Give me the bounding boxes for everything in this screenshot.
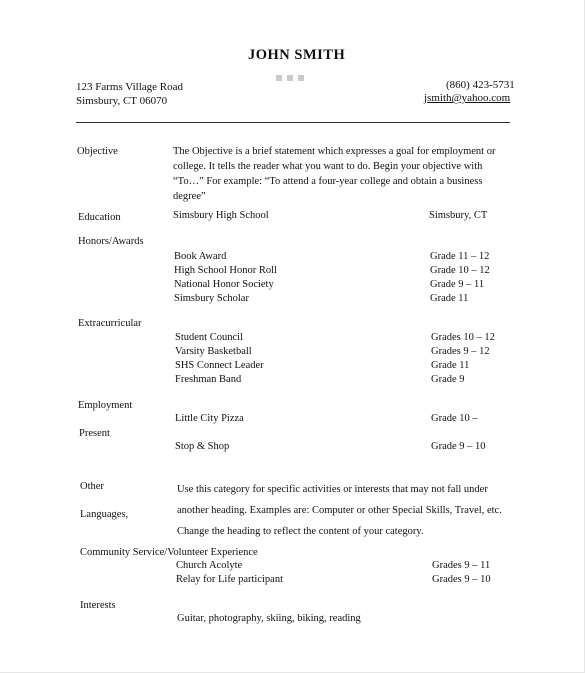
section-label-honors: Honors/Awards [78,236,144,247]
other-text: Use this category for specific activities or interests that may not fall under another heading. Examples are: Computer or other Special Skills, Travel, etc. Change the heading to reflect the content of your category. [177,484,502,537]
list-item-name: Varsity Basketball [175,346,252,357]
section-label-education: Education [78,212,121,223]
section-label-objective: Objective [77,146,118,157]
divider-dots [276,68,309,86]
address-line-1: 123 Farms Village Road [76,81,183,93]
section-label-languages: Languages, [80,509,129,520]
list-item-grade: Grades 9 – 12 [431,346,490,357]
list-item-grade: Grades 10 – 12 [431,332,495,343]
list-item-name: Stop & Shop [175,441,230,452]
email-link-text[interactable]: jsmith@yahoo.com [424,92,511,104]
list-item-grade: Grade 9 – 10 [431,441,486,452]
section-label-employment: Employment [78,400,133,411]
list-item-name: Relay for Life participant [176,574,283,585]
list-item-grade: Grade 11 [430,293,469,304]
education-location: Simsbury, CT [429,210,488,221]
objective-text: The Objective is a brief statement which expresses a goal for employment or college. It tells the reader what you want to do. Begin your objective with “To…” For example: “To attend a four-year college and obtain a business degree” [173,146,496,202]
list-item-grade: Grades 9 – 11 [432,560,491,571]
education-school: Simsbury High School [173,210,269,221]
section-label-extracurricular: Extracurricular [78,318,142,329]
header-rule [76,122,510,123]
list-item-name: Little City Pizza [175,413,244,424]
list-item-grade: Grade 9 [431,374,465,385]
section-label-community: Community Service/Volunteer Experience [80,547,258,558]
list-item-name: Church Acolyte [176,560,243,571]
address-line-2: Simsbury, CT 06070 [76,95,168,107]
list-item-name: SHS Connect Leader [175,360,264,371]
list-item-grade: Grade 11 – 12 [430,251,490,262]
employment-present-label: Present [79,428,110,439]
section-label-other: Other [80,481,104,492]
list-item-grade: Grade 9 – 11 [430,279,485,290]
interests-text: Guitar, photography, skiing, biking, reading [177,613,361,624]
list-item-name: High School Honor Roll [174,265,277,276]
list-item-name: National Honor Society [174,279,274,290]
list-item-name: Freshman Band [175,374,242,385]
list-item-grade: Grades 9 – 10 [432,574,491,585]
email-link[interactable] [424,92,510,104]
phone-number: (860) 423-5731 [446,79,515,91]
list-item-grade: Grade 11 [431,360,470,371]
section-label-interests: Interests [80,600,116,611]
list-item-name: Book Award [174,251,227,262]
resume-name: JOHN SMITH [248,47,346,63]
list-item-name: Simsbury Scholar [174,293,249,304]
list-item-grade: Grade 10 – [431,413,478,424]
list-item-grade: Grade 10 – 12 [430,265,490,276]
list-item-name: Student Council [175,332,243,343]
